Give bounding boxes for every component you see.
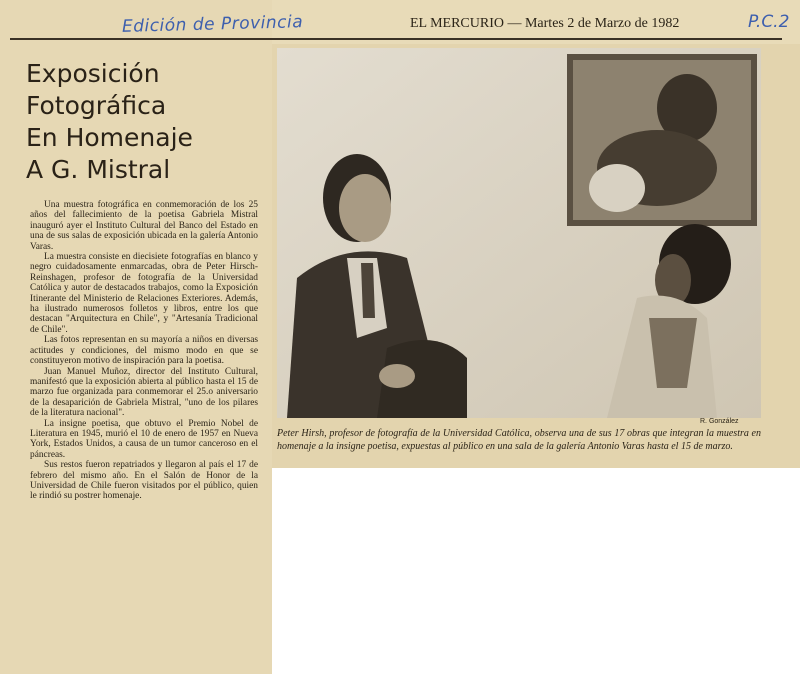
paragraph: Una muestra fotográfica en conmemoración de los 25 años del fallecimiento de la poetisa Gabriela Mistral inauguró ayer el Instituto Cultural del Banco del Estado en una de sus salas de exposición ubicada en la galería Antonio Varas. bbox=[30, 200, 258, 252]
publication-dateline: EL MERCURIO — Martes 2 de Marzo de 1982 bbox=[410, 16, 680, 31]
photo-caption: Peter Hirsh, profesor de fotografía de la Universidad Católica, observa una de sus 17 obras que integran la muestra en homenaje a la insigne poetisa, expuestas al público en una sala de la galería Antonio Varas hasta el 15 de marzo. bbox=[277, 428, 761, 452]
article-title bbox=[26, 58, 256, 186]
page-note: P.C.2 bbox=[748, 12, 790, 32]
photo-illustration bbox=[277, 48, 761, 418]
title-line: A G. Mistral bbox=[26, 155, 171, 184]
title-line: En Homenaje bbox=[26, 123, 193, 152]
paragraph: Las fotos representan en su mayoría a niños en diversas actitudes y condiciones, del mismo modo en que se constituyeron motivo de inspiración para la poetisa. bbox=[30, 335, 258, 367]
paragraph: Sus restos fueron repatriados y llegaron al país el 17 de febrero del mismo año. En el Salón de Honor de la Universidad de Chile fueron visitados por el público, quien le rindió su postrer homenaje. bbox=[30, 460, 258, 502]
paragraph: La muestra consiste en diecisiete fotografías en blanco y negro cuidadosamente enmarcadas, obra de Peter Hirsch-Reinshagen, profesor de fotografía de la Universidad Católica y autor de destacados trabajos, como la Exposición Itinerante del Ministerio de Relaciones Exteriores. Además, ha ilustrado numerosos folletos y libros, entre los que destacan "Arquitectura en Chile", y "Artesanía Tradicional de Chile". bbox=[30, 252, 258, 335]
header-rule bbox=[10, 38, 782, 40]
paragraph: La insigne poetisa, que obtuvo el Premio Nobel de Literatura en 1945, murió el 10 de enero de 1957 en Nueva York, Estados Unidos, a causa de un tumor canceroso en el páncreas. bbox=[30, 418, 258, 460]
handwritten-note: Edición de Provincia bbox=[121, 12, 304, 37]
title-line: Exposición bbox=[26, 59, 160, 88]
article-photo bbox=[277, 48, 761, 418]
paragraph: Juan Manuel Muñoz, director del Instituto Cultural, manifestó que la exposición abierta al público hasta el 15 de marzo fue organizada para conmemorar el 25.o aniversario de la desaparición de Gabriela Mistral, "uno de los pilares de la literatura nacional". bbox=[30, 366, 258, 419]
title-line: Fotográfica bbox=[26, 91, 167, 120]
photo-credit: R. González bbox=[700, 418, 739, 425]
article-body bbox=[30, 200, 258, 502]
